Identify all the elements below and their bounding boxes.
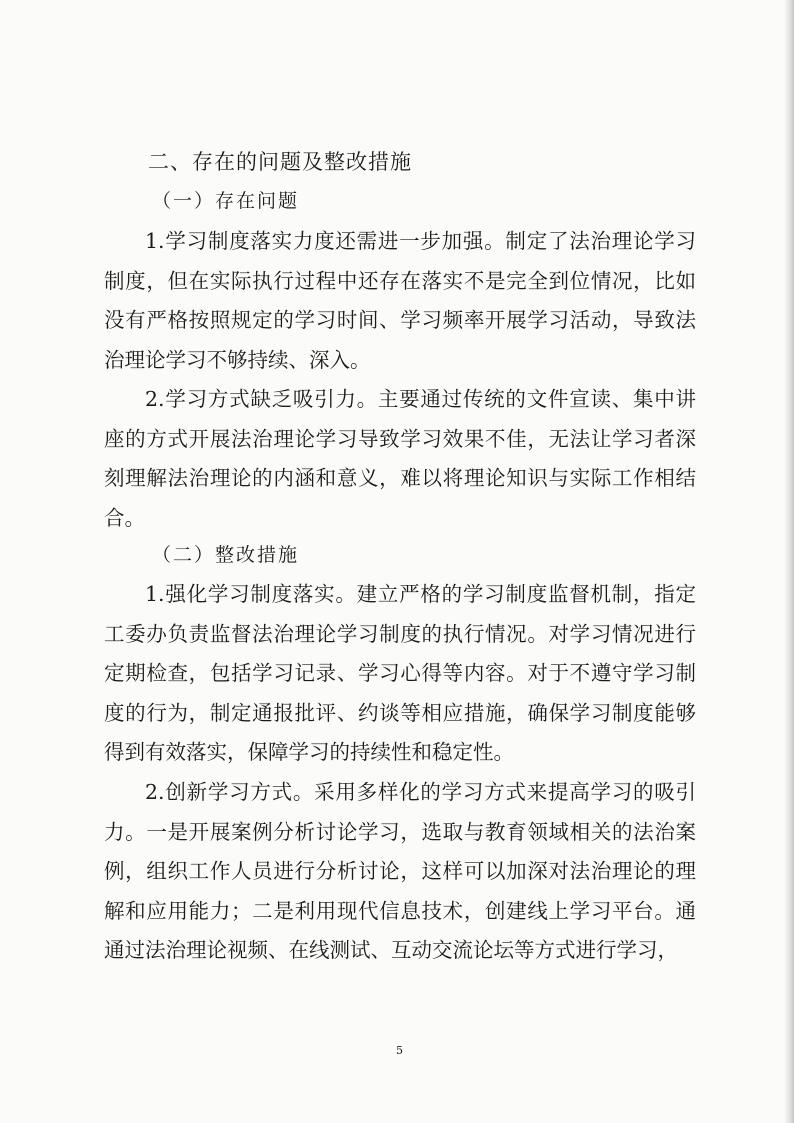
subheading-measures: （二）整改措施 [152, 544, 300, 566]
measure-paragraph-1: 1.强化学习制度落实。建立严格的学习制度监督机制，指定工委办负责监督法治理论学习制度的执行情况。对学习情况进行定期检查，包括学习记录、学习心得等内容。对于不遵守学习制度的行为，制定通报批评、约谈等相应措施，确保学习制度能够得到有效落实，保障学习的持续性和稳定性。 [104, 582, 696, 764]
problem-paragraph-2: 2.学习方式缺乏吸引力。主要通过传统的文件宣读、集中讲座的方式开展法治理论学习导致学习效果不佳，无法让学习者深刻理解法治理论的内涵和意义，难以将理论知识与实际工作相结合。 [104, 387, 696, 530]
section-heading: 二、存在的问题及整改措施 [148, 150, 412, 174]
measure-paragraph-2: 2.创新学习方式。采用多样化的学习方式来提高学习的吸引力。一是开展案例分析讨论学习，选取与教育领域相关的法治案例，组织工作人员进行分析讨论，这样可以加深对法治理论的理解和应用能力；二是利用现代信息技术，创建线上学习平台。通通过法治理论视频、在线测试、互动交流论坛等方式进行学习， [104, 780, 696, 962]
problem-paragraph-1: 1.学习制度落实力度还需进一步加强。制定了法治理论学习制度，但在实际执行过程中还存在落实不是完全到位情况，比如没有严格按照规定的学习时间、学习频率开展学习活动，导致法治理论学习不够持续、深入。 [104, 229, 696, 372]
scan-edge-shadow [784, 0, 794, 1123]
subheading-problems: （一）存在问题 [152, 190, 300, 212]
page-number: 5 [396, 1044, 403, 1057]
